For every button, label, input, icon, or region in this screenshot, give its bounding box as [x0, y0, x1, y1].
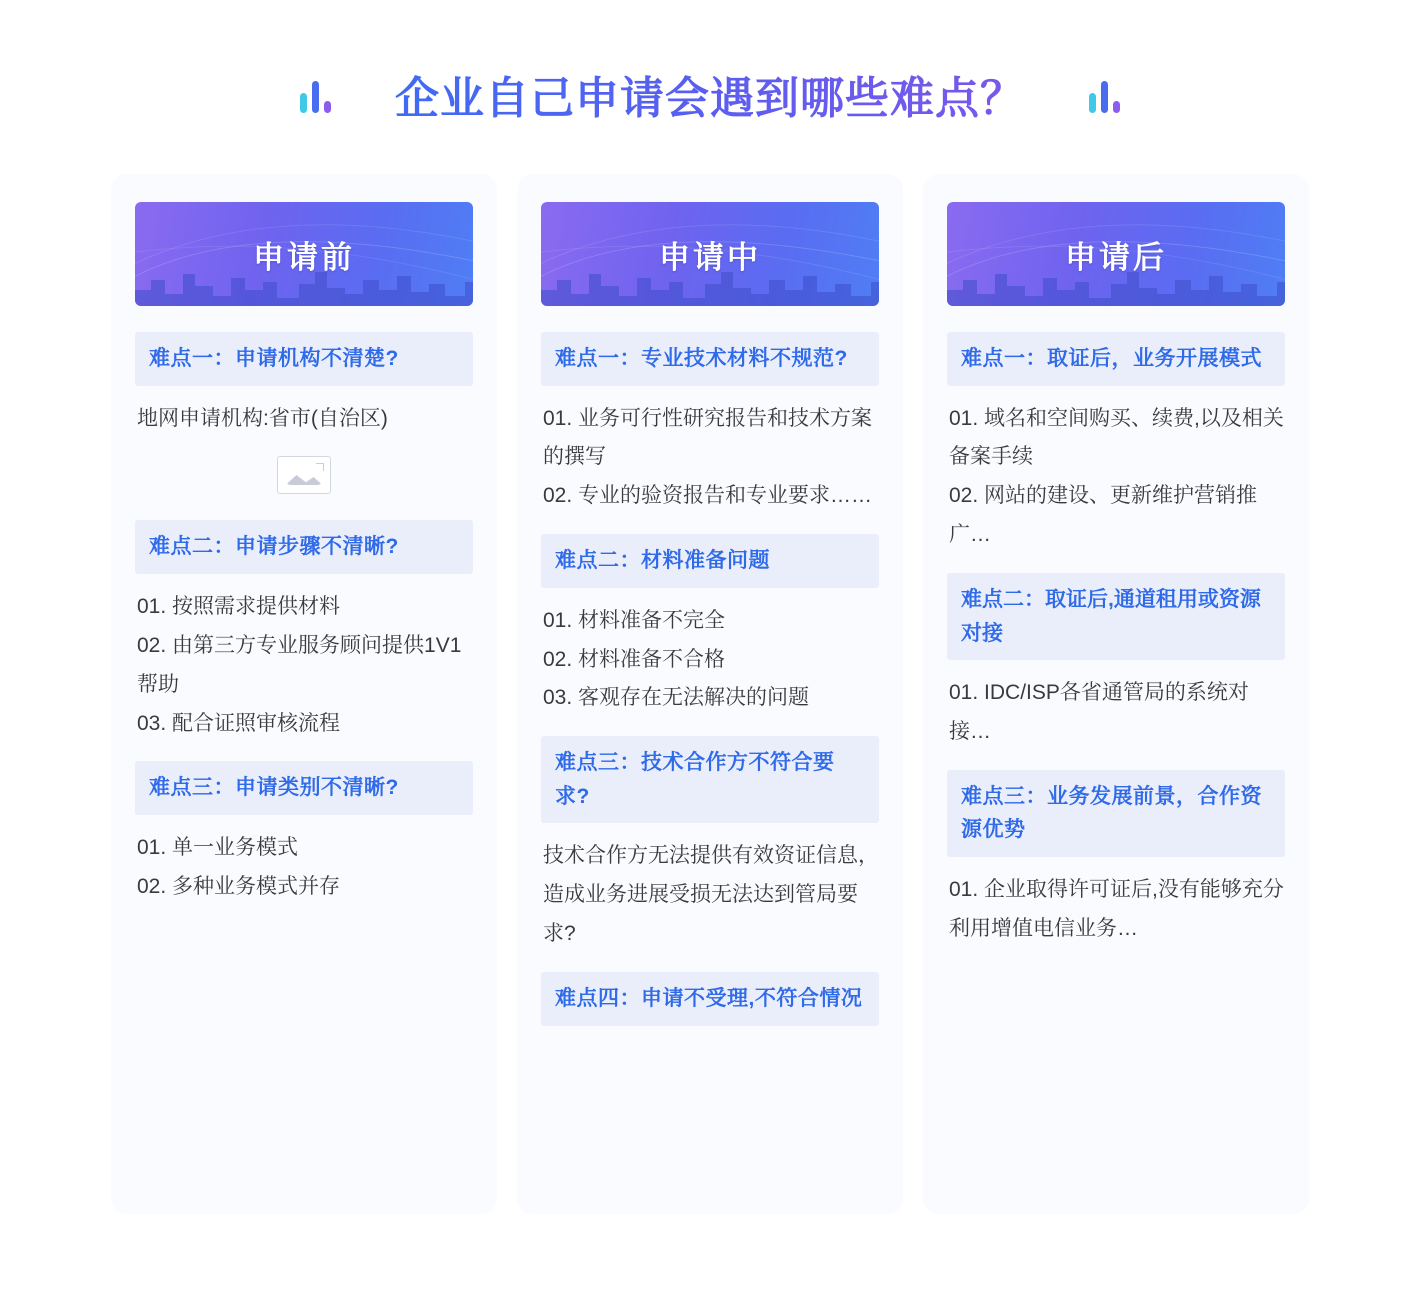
difficulty-body: 01. 单一业务模式 02. 多种业务模式并存	[137, 836, 341, 898]
card-title-during: 申请中	[659, 239, 761, 275]
difficulty-heading: 难点二：申请步骤不清晰?	[135, 520, 473, 574]
card-header-before	[135, 202, 473, 306]
difficulty-body: 01. 企业取得许可证后,没有能够充分利用增值电信业务…	[949, 878, 1284, 940]
difficulty-body: 01. 材料准备不完全 02. 材料准备不合格 03. 客观存在无法解决的问题	[543, 608, 810, 710]
page-title: 企业自己申请会遇到哪些难点？	[395, 62, 1025, 126]
difficulty-heading: 难点四：申请不受理,不符合情况	[541, 972, 879, 1026]
difficulty-body: 01. 域名和空间购买、续费,以及相关备案手续 02. 网站的建设、更新维护营销推广…	[949, 406, 1284, 547]
difficulty-heading: 难点二：材料准备问题	[541, 534, 879, 588]
difficulty-heading: 难点三：技术合作方不符合要求?	[541, 736, 879, 823]
difficulty-heading: 难点二：取证后,通道租用或资源对接	[947, 573, 1285, 660]
bar-chart-icon-right	[1089, 75, 1120, 113]
difficulty-heading: 难点一：取证后，业务开展模式	[947, 332, 1285, 386]
bar-chart-icon-left	[300, 75, 331, 113]
difficulty-body: 01. 业务可行性研究报告和技术方案的撰写 02. 专业的验资报告和专业要求……	[543, 406, 873, 508]
card-after	[923, 174, 1309, 1214]
difficulty-heading: 难点三：业务发展前景，合作资源优势	[947, 770, 1285, 857]
card-title-after: 申请后	[1065, 239, 1167, 275]
difficulty-body: 01. IDC/ISP各省通管局的系统对接…	[949, 681, 1249, 743]
card-header-during	[541, 202, 879, 306]
difficulty-heading: 难点一：专业技术材料不规范?	[541, 332, 879, 386]
difficulty-body: 01. 按照需求提供材料 02. 由第三方专业服务顾问提供1V1帮助 03. 配合证照审核流程	[137, 595, 462, 735]
cards-container	[0, 174, 1420, 1214]
card-during	[517, 174, 903, 1214]
difficulty-body: 地网申请机构:省市(自治区)	[137, 406, 388, 430]
page-title-row	[0, 62, 1420, 126]
card-title-before: 申请前	[253, 239, 355, 275]
card-header-after	[947, 202, 1285, 306]
difficulty-body: 技术合作方无法提供有效资证信息，造成业务进展受损无法达到管局要求?	[543, 844, 879, 946]
broken-image-placeholder-icon	[277, 456, 331, 494]
card-before	[111, 174, 497, 1214]
difficulty-heading: 难点一：申请机构不清楚?	[135, 332, 473, 386]
difficulty-heading: 难点三：申请类别不清晰?	[135, 761, 473, 815]
